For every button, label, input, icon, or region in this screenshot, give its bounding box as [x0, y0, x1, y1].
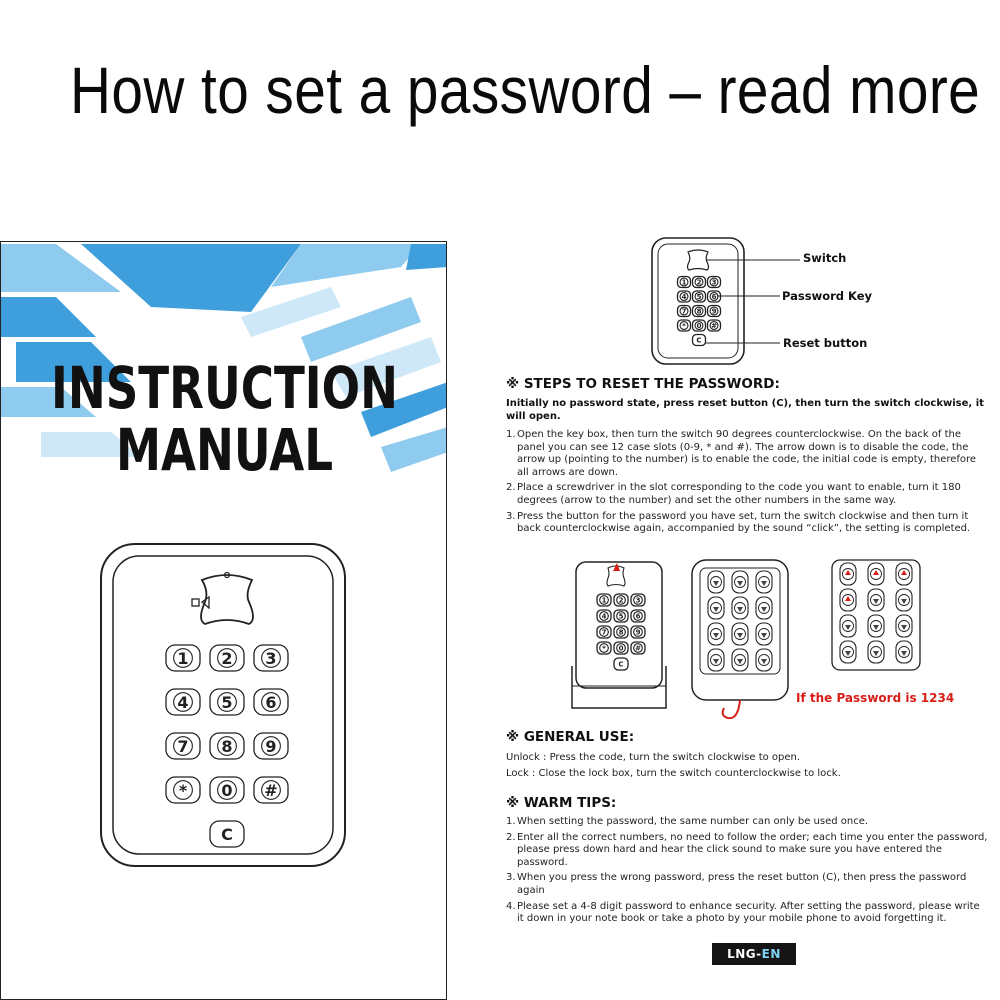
code-slot: [732, 649, 748, 671]
keypad-key: [210, 645, 244, 671]
reset-button-callout: Reset button: [783, 336, 868, 350]
reset-section-heading: ※ STEPS TO RESET THE PASSWORD:: [506, 376, 780, 392]
keypad-key: [693, 306, 706, 317]
svg-text:4: 4: [681, 293, 687, 302]
code-slot: [868, 589, 884, 611]
svg-text:3: 3: [635, 596, 641, 605]
code-slot: [868, 615, 884, 637]
code-slot: [708, 623, 724, 645]
keypad-key: [597, 626, 611, 638]
keypad-key: [597, 610, 611, 622]
svg-text:6: 6: [635, 612, 641, 621]
keypad-key: [210, 733, 244, 759]
keypad-key: [631, 610, 645, 622]
code-slot: [756, 649, 772, 671]
manual-page: [500, 230, 992, 970]
svg-text:8: 8: [696, 307, 702, 316]
svg-text:2: 2: [696, 278, 702, 287]
code-slot: [756, 571, 772, 593]
svg-text:9: 9: [265, 736, 277, 756]
list-item: 2. Place a screwdriver in the slot corresponding to the code you want to enable, turn it 180 degrees (arrow to the number) and set the other numbers in the same way.: [506, 482, 961, 506]
switch-callout: Switch: [803, 251, 847, 265]
code-slot: [840, 589, 856, 611]
cover-title-line1: INSTRUCTION: [51, 354, 398, 422]
svg-text:2: 2: [618, 596, 624, 605]
keypad-key: [693, 320, 706, 331]
keypad-key: [708, 320, 721, 331]
svg-text:9: 9: [711, 307, 717, 316]
code-slot: [868, 563, 884, 585]
keypad-key: [166, 777, 200, 803]
general-use-heading: ※ GENERAL USE:: [506, 729, 635, 745]
code-slot: [708, 597, 724, 619]
svg-text:1: 1: [601, 596, 607, 605]
svg-text:9: 9: [635, 628, 641, 637]
keypad-key: [210, 689, 244, 715]
svg-text:#: #: [711, 322, 717, 331]
code-slot: [708, 649, 724, 671]
reset-key: [693, 335, 706, 346]
keypad-key: [597, 594, 611, 606]
keypad-key: [678, 320, 691, 331]
keypad-key: [693, 291, 706, 302]
code-slot: [896, 641, 912, 663]
svg-text:3: 3: [711, 278, 717, 287]
unlock-instruction: Unlock : Press the code, turn the switch clockwise to open.: [506, 752, 801, 763]
list-item: 3. When you press the wrong password, press the reset button (C), then press the password again: [506, 872, 967, 896]
reset-intro: Initially no password state, press reset button (C), then turn the switch clockwise, it will open.: [506, 398, 984, 422]
keypad-key: [210, 777, 244, 803]
keypad-key: [614, 610, 628, 622]
keypad-key: [631, 626, 645, 638]
keypad-key: [254, 777, 288, 803]
reset-key: [614, 658, 628, 670]
brand-logo: LNG-EN: [712, 943, 796, 965]
front-view: [572, 562, 666, 708]
svg-text:*: *: [602, 644, 606, 653]
code-slot: [756, 623, 772, 645]
svg-text:C: C: [618, 660, 624, 669]
keypad-key: [166, 733, 200, 759]
svg-text:4: 4: [177, 692, 189, 712]
keypad-key: [597, 642, 611, 654]
reset-key: [210, 821, 244, 847]
code-slot: [868, 641, 884, 663]
code-slot: [732, 597, 748, 619]
svg-text:3: 3: [265, 648, 277, 668]
svg-text:5: 5: [696, 293, 702, 302]
code-slot: [732, 623, 748, 645]
keypad-key: [678, 306, 691, 317]
svg-text:0: 0: [696, 322, 702, 331]
svg-text:8: 8: [221, 736, 233, 756]
keypad-key: [631, 594, 645, 606]
list-item: 1. Open the key box, then turn the switch 90 degrees counterclockwise. On the back of the panel you can see 12 case slots (0-9, * and #). The arrow down is to disable the code, the arrow up (pointing to the number) is to enable the code, the initial code is empty, therefore all arrows are down.: [506, 429, 977, 478]
svg-text:*: *: [178, 780, 188, 800]
svg-text:#: #: [635, 644, 641, 653]
keypad-key: [254, 733, 288, 759]
password-key-callout: Password Key: [782, 289, 873, 303]
svg-text:1: 1: [681, 278, 687, 287]
code-slot: [840, 641, 856, 663]
code-slot: [756, 597, 772, 619]
lockbox-illustration: [99, 542, 349, 872]
code-slot: [896, 589, 912, 611]
code-slot: [896, 563, 912, 585]
svg-text:*: *: [682, 322, 686, 331]
warm-tips-heading: ※ WARM TIPS:: [506, 795, 617, 811]
keypad-key: [614, 594, 628, 606]
code-slot: [896, 615, 912, 637]
manual-cover: [0, 241, 447, 1000]
back-panel-view: [692, 560, 788, 718]
lock-instruction: Lock : Close the lock box, turn the switch counterclockwise to lock.: [506, 768, 841, 779]
svg-text:C: C: [221, 824, 233, 844]
cover-title-line2: MANUAL: [115, 416, 334, 484]
svg-text:7: 7: [681, 307, 687, 316]
keypad-key: [254, 689, 288, 715]
svg-text:7: 7: [177, 736, 189, 756]
svg-text:6: 6: [265, 692, 277, 712]
keypad-key: [693, 277, 706, 288]
svg-text:0: 0: [221, 780, 233, 800]
keypad-key: [614, 642, 628, 654]
list-item: 3. Press the button for the password you have set, turn the switch clockwise and then turn it back counterclockwise again, accompanied by the sound “click”, the setting is completed.: [506, 510, 971, 535]
svg-text:7: 7: [601, 628, 607, 637]
code-slot: [840, 615, 856, 637]
keypad-key: [614, 626, 628, 638]
keypad-key: [678, 277, 691, 288]
svg-text:4: 4: [601, 612, 607, 621]
code-slot: [840, 563, 856, 585]
svg-text:1: 1: [177, 648, 189, 668]
svg-text:8: 8: [618, 628, 624, 637]
keypad-key: [708, 277, 721, 288]
keypad-key: [708, 306, 721, 317]
reset-steps-list: [506, 429, 988, 539]
svg-text:0: 0: [618, 644, 624, 653]
keypad-key: [166, 645, 200, 671]
password-example-note: If the Password is 1234: [796, 691, 955, 705]
svg-text:2: 2: [221, 648, 233, 668]
keypad-key: [166, 689, 200, 715]
list-item: 2. Enter all the correct numbers, no need to follow the order; each time you enter the password, please press down hard and hear the click sound to make sure you have entered the password.: [506, 831, 988, 868]
enabled-slots-view: [832, 560, 920, 670]
list-item: 4. Please set a 4-8 digit password to enhance security. After setting the password, please write it down in your note book or take a photo by your mobile phone to avoid forgetting it.: [506, 900, 980, 925]
svg-text:5: 5: [221, 692, 233, 712]
keypad-key: [631, 642, 645, 654]
warm-tips-list: [506, 816, 988, 929]
page-headline: How to set a password – read more: [70, 53, 981, 127]
list-item: 1. When setting the password, the same number can only be used once.: [506, 816, 869, 827]
code-slot: [708, 571, 724, 593]
svg-text:5: 5: [618, 612, 624, 621]
code-slot: [732, 571, 748, 593]
svg-text:#: #: [264, 780, 278, 800]
keypad-key: [254, 645, 288, 671]
keypad-key: [678, 291, 691, 302]
svg-text:C: C: [696, 336, 702, 345]
svg-text:6: 6: [711, 293, 717, 302]
